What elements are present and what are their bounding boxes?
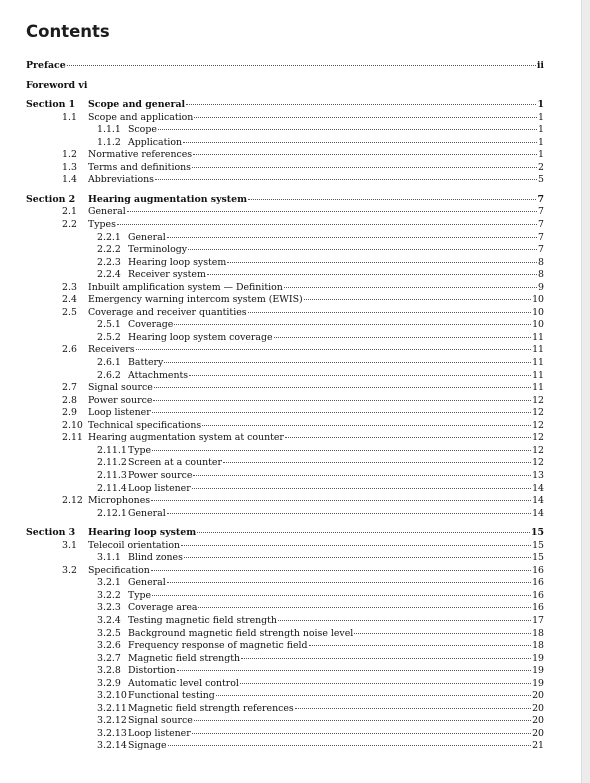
toc-entry-number: Section 3: [26, 527, 76, 539]
dot-leader: [183, 142, 537, 143]
toc-entry-page-number: 8: [538, 256, 544, 268]
toc-entry-title: Type: [128, 444, 152, 456]
toc-entry-page-number: 10: [532, 294, 544, 306]
dot-leader: [167, 513, 531, 514]
dot-leader: [198, 607, 531, 608]
dot-leader: [177, 670, 531, 671]
dot-leader: [278, 620, 531, 621]
toc-entry-number: 3.2.13: [97, 727, 127, 739]
toc-entry[interactable]: [26, 407, 544, 420]
toc-entry-page-number: 19: [532, 665, 544, 677]
toc-entry-number: Section 2: [26, 193, 76, 205]
toc-entry-page-number: 16: [532, 602, 544, 614]
toc-entry-page-number: 2: [538, 161, 544, 173]
toc-entry-page-number: 16: [532, 589, 544, 601]
dot-leader: [127, 211, 537, 212]
toc-entry-title: General: [128, 507, 166, 519]
toc-entry-number: 1.1.1: [97, 124, 121, 136]
toc-entry-title: Scope and general: [88, 99, 186, 111]
toc-entry-page-number: 1: [538, 136, 544, 148]
toc-entry-page-number: 12: [532, 444, 544, 456]
toc-entry-page-number: 12: [532, 394, 544, 406]
dot-leader: [136, 349, 532, 350]
toc-entry[interactable]: [26, 344, 544, 357]
toc-entry-page-number: 21: [532, 740, 544, 752]
toc-entry-number: 2.9: [62, 407, 77, 419]
dot-leader: [194, 720, 531, 721]
toc-entry-number: 3.2.9: [97, 677, 121, 689]
toc-entry-number: 3.2.8: [97, 665, 121, 677]
toc-entry-title: Power source: [128, 469, 193, 481]
toc-entry-number: 2.6.1: [97, 357, 121, 369]
dot-leader: [202, 425, 531, 426]
toc-entry-title: Telecoil orientation: [88, 539, 181, 551]
toc-entry-page-number: 20: [532, 690, 544, 702]
toc-entry-page-number: 1: [538, 149, 544, 161]
dot-leader: [241, 658, 531, 659]
toc-entry-page-number: 18: [532, 640, 544, 652]
toc-entry-title: Functional testing: [128, 690, 215, 702]
toc-entry-number: 2.2.3: [97, 256, 121, 268]
dot-leader: [223, 462, 531, 463]
toc-entry-page-number: 8: [538, 269, 544, 281]
toc-entry-page-number: 17: [532, 614, 544, 626]
toc-entry-number: 2.11.3: [97, 469, 127, 481]
toc-entry[interactable]: [26, 565, 544, 578]
toc-entry[interactable]: [26, 577, 544, 590]
toc-entry-number: 2.5: [62, 306, 77, 318]
toc-entry-title: Coverage and receiver quantities: [88, 306, 247, 318]
dot-leader: [167, 237, 537, 238]
scrollbar[interactable]: [581, 0, 590, 783]
toc-entry-title: Signal source: [88, 382, 153, 394]
dot-leader: [152, 412, 531, 413]
toc-entry-page-number: 10: [532, 306, 544, 318]
toc-entry-title: Hearing loop system coverage: [128, 331, 273, 343]
dot-leader: [248, 199, 536, 200]
toc-entry[interactable]: [26, 483, 544, 496]
dot-leader: [197, 532, 530, 533]
dot-leader: [274, 337, 532, 338]
toc-entry-number: Section 1: [26, 99, 76, 111]
toc-entry-page-number: 16: [532, 577, 544, 589]
toc-entry-page-number: ii: [536, 60, 544, 71]
toc-entry-title: Loop listener: [128, 482, 191, 494]
toc-entry-title: Receivers: [88, 344, 135, 356]
toc-entry[interactable]: [26, 112, 544, 125]
toc-entry-number: 3.2.2: [97, 589, 121, 601]
toc-entry-page-number: 9: [538, 281, 544, 293]
toc-entry-page-number: 20: [532, 727, 544, 739]
dot-leader: [158, 129, 537, 130]
toc-entry-title: Receiver system: [128, 269, 206, 281]
toc-entry-title: Screen at a counter: [128, 457, 222, 469]
toc-entry[interactable]: [26, 282, 544, 295]
toc-entry[interactable]: [26, 740, 544, 753]
dot-leader: [168, 745, 531, 746]
dot-leader: [248, 312, 532, 313]
toc-entry-title: Scope: [128, 124, 157, 136]
toc-entry-number: 3.2.1: [97, 577, 121, 589]
toc-entry[interactable]: [26, 174, 544, 187]
dot-leader: [193, 475, 531, 476]
toc-entry-page-number: 7: [538, 206, 544, 218]
toc-entry-title: Terminology: [128, 244, 188, 256]
toc-entry-page-number: 7: [537, 193, 544, 205]
toc-entry[interactable]: [26, 319, 544, 332]
toc-entry-title: Normative references: [88, 149, 193, 161]
toc-entry-number: 2.11: [62, 432, 83, 444]
toc-entry[interactable]: [26, 244, 544, 257]
dot-leader: [304, 299, 531, 300]
toc-entry-number: 3.2: [62, 564, 77, 576]
toc-entry-number: 1.4: [62, 174, 77, 186]
toc-entry-page-number: 15: [532, 552, 544, 564]
toc-entry[interactable]: [26, 703, 544, 716]
dot-leader: [295, 708, 531, 709]
dot-leader: [192, 733, 531, 734]
toc-entry-number: 2.11.4: [97, 482, 127, 494]
dot-leader: [186, 104, 536, 105]
toc-entry[interactable]: [26, 370, 544, 383]
toc-entry-page-number: 15: [532, 539, 544, 551]
toc-entry-number: 3.1.1: [97, 552, 121, 564]
toc-entry-number: 2.4: [62, 294, 77, 306]
toc-entry-number: 2.10: [62, 419, 83, 431]
toc-entry-number: 2.5.2: [97, 331, 121, 343]
toc-entry-page-number: 12: [532, 432, 544, 444]
toc-entry-title: Magnetic field strength references: [128, 702, 294, 714]
toc-entry-page-number: 10: [532, 319, 544, 331]
toc-entry[interactable]: [26, 219, 544, 232]
dot-leader: [117, 224, 537, 225]
dot-leader: [354, 633, 531, 634]
toc-entry-number: 2.5.1: [97, 319, 121, 331]
toc-entry-page-number: 7: [538, 244, 544, 256]
toc-entry[interactable]: [26, 269, 544, 282]
toc-entry-page-number: 11: [532, 357, 544, 369]
toc-entry[interactable]: [26, 540, 544, 553]
dot-leader: [240, 683, 531, 684]
toc-entry-title: Types: [88, 219, 116, 231]
toc-entry[interactable]: [26, 508, 544, 521]
toc-entry-page-number: 20: [532, 702, 544, 714]
dot-leader: [151, 570, 531, 571]
toc-entry-number: 2.11.1: [97, 444, 127, 456]
toc-entry-title: Battery: [128, 357, 164, 369]
toc-entry[interactable]: [26, 628, 544, 641]
dot-leader: [67, 65, 536, 66]
toc-entry[interactable]: [26, 527, 544, 540]
toc-entry-number: 1.2: [62, 149, 77, 161]
toc-entry[interactable]: [26, 60, 544, 73]
toc-entry-title: Signage: [128, 740, 167, 752]
dot-leader: [285, 437, 531, 438]
dot-leader: [189, 375, 531, 376]
toc-entry-title: Blind zones: [128, 552, 183, 564]
toc-entry[interactable]: [26, 194, 544, 207]
toc-entry-number: 3.2.11: [97, 702, 127, 714]
toc-entry-title: Attachments: [128, 369, 189, 381]
toc-entry-page-number: 12: [532, 419, 544, 431]
toc-entry-number: 3.2.6: [97, 640, 121, 652]
toc-entry[interactable]: [26, 206, 544, 219]
toc-entry-page-number: 7: [538, 219, 544, 231]
dot-leader: [152, 450, 531, 451]
toc-entry-number: 2.12: [62, 495, 83, 507]
toc-entry[interactable]: [26, 257, 544, 270]
toc-entry[interactable]: [26, 728, 544, 741]
toc-entry[interactable]: [26, 294, 544, 307]
toc-entry-title: Scope and application: [88, 111, 194, 123]
dot-leader: [188, 249, 537, 250]
toc-entry[interactable]: [26, 653, 544, 666]
toc-entry-title: Frequency response of magnetic field: [128, 640, 308, 652]
toc-entry-number: 2.7: [62, 382, 77, 394]
toc-entry[interactable]: [26, 457, 544, 470]
toc-entry-title: Signal source: [128, 715, 193, 727]
toc-entry-title: Abbreviations: [88, 174, 154, 186]
toc-entry-page-number: 19: [532, 677, 544, 689]
toc-entry[interactable]: [26, 80, 544, 93]
toc-entry-title: Hearing augmentation system: [88, 193, 248, 205]
toc-entry-title: Coverage area: [128, 602, 198, 614]
toc-entry-page-number: 12: [532, 457, 544, 469]
toc-entry-title: Distortion: [128, 665, 176, 677]
dot-leader: [207, 274, 537, 275]
toc-entry[interactable]: [26, 395, 544, 408]
toc-entry-number: 2.6.2: [97, 369, 121, 381]
toc-entry-title: Automatic level control: [128, 677, 239, 689]
toc-entry[interactable]: [26, 382, 544, 395]
toc-entry-page-number: 11: [532, 331, 544, 343]
toc-entry[interactable]: [26, 137, 544, 150]
dot-leader: [155, 179, 537, 180]
toc-entry-number: 2.3: [62, 281, 77, 293]
toc-entry[interactable]: [26, 495, 544, 508]
toc-entry[interactable]: [26, 357, 544, 370]
toc-entry-number: 2.2.1: [97, 231, 121, 243]
toc-entry[interactable]: [26, 432, 544, 445]
toc-entry-title: General: [128, 577, 166, 589]
dot-leader: [174, 324, 531, 325]
dot-leader: [181, 545, 531, 546]
toc-entry[interactable]: [26, 420, 544, 433]
toc-entry-number: 2.6: [62, 344, 77, 356]
toc-entry-title: Terms and definitions: [88, 161, 191, 173]
toc-entry[interactable]: [26, 332, 544, 345]
toc-entry-title: Application: [128, 136, 183, 148]
toc-entry-page-number: 11: [532, 382, 544, 394]
toc-entry-page-number: 11: [532, 344, 544, 356]
dot-leader: [192, 167, 537, 168]
toc-entry-title: Specification: [88, 564, 150, 576]
toc-entry[interactable]: [26, 678, 544, 691]
table-of-contents: [26, 60, 544, 753]
toc-entry-number: 2.2: [62, 219, 77, 231]
toc-entry-number: 2.2.2: [97, 244, 121, 256]
toc-entry-number: 3.2.5: [97, 627, 121, 639]
toc-entry-title: Loop listener: [88, 407, 151, 419]
toc-entry-page-number: 18: [532, 627, 544, 639]
page-title: Contents: [26, 22, 110, 41]
toc-entry-page-number: 11: [532, 369, 544, 381]
toc-entry[interactable]: [26, 162, 544, 175]
toc-entry-title: Magnetic field strength: [128, 652, 241, 664]
toc-entry-number: 2.2.4: [97, 269, 121, 281]
dot-leader: [152, 595, 531, 596]
toc-entry-title: Hearing augmentation system at counter: [88, 432, 284, 444]
toc-entry-number: 2.12.1: [97, 507, 127, 519]
toc-entry[interactable]: [26, 99, 544, 112]
toc-entry[interactable]: [26, 149, 544, 162]
toc-entry[interactable]: [26, 445, 544, 458]
toc-entry-title: General: [128, 231, 166, 243]
dot-leader: [192, 488, 531, 489]
toc-entry[interactable]: [26, 640, 544, 653]
toc-entry[interactable]: [26, 470, 544, 483]
dot-leader: [164, 362, 531, 363]
toc-entry-title: Power source: [88, 394, 153, 406]
toc-entry[interactable]: [26, 552, 544, 565]
dot-leader: [216, 695, 531, 696]
dot-leader: [193, 154, 537, 155]
dot-leader: [227, 262, 537, 263]
toc-entry[interactable]: [26, 665, 544, 678]
toc-entry-page-number: 19: [532, 652, 544, 664]
toc-entry-page-number: 13: [532, 469, 544, 481]
dot-leader: [194, 117, 537, 118]
toc-entry-page-number: 5: [538, 174, 544, 186]
toc-entry[interactable]: [26, 715, 544, 728]
toc-entry-title: Coverage: [128, 319, 174, 331]
toc-entry-title: Testing magnetic field strength: [128, 614, 277, 626]
toc-entry-title: Emergency warning intercom system (EWIS): [88, 294, 303, 306]
toc-entry-page-number: 15: [530, 527, 544, 539]
toc-entry-title: Hearing loop system: [128, 256, 227, 268]
toc-entry-title: Preface: [26, 60, 66, 71]
dot-leader: [309, 645, 532, 646]
toc-entry-number: 2.8: [62, 394, 77, 406]
toc-entry-number: 3.2.10: [97, 690, 127, 702]
toc-entry-page-number: 1: [538, 124, 544, 136]
dot-leader: [167, 582, 531, 583]
toc-entry[interactable]: [26, 590, 544, 603]
dot-leader: [151, 500, 531, 501]
toc-entry-page-number: 7: [538, 231, 544, 243]
toc-entry-title: Type: [128, 589, 152, 601]
toc-entry-page-number: 14: [532, 482, 544, 494]
toc-entry-number: 3.2.14: [97, 740, 127, 752]
toc-entry[interactable]: [26, 307, 544, 320]
toc-entry-title: Foreword vi: [26, 79, 88, 91]
toc-entry-page-number: 14: [532, 507, 544, 519]
toc-entry-number: 2.11.2: [97, 457, 127, 469]
toc-entry-page-number: 20: [532, 715, 544, 727]
toc-entry-number: 1.1.2: [97, 136, 121, 148]
toc-entry[interactable]: [26, 615, 544, 628]
toc-entry-title: Inbuilt amplification system — Definition: [88, 281, 283, 293]
toc-entry-title: Technical specifications: [88, 419, 202, 431]
toc-entry[interactable]: [26, 602, 544, 615]
toc-entry-number: 1.1: [62, 111, 77, 123]
dot-leader: [284, 287, 537, 288]
toc-entry-number: 3.2.3: [97, 602, 121, 614]
toc-entry-title: General: [88, 206, 126, 218]
toc-entry-page-number: 16: [532, 564, 544, 576]
toc-entry-number: 3.1: [62, 539, 77, 551]
toc-entry[interactable]: [26, 690, 544, 703]
toc-entry-title: Background magnetic field strength noise level: [128, 627, 354, 639]
toc-entry-page-number: 1: [537, 99, 544, 111]
toc-entry-number: 3.2.4: [97, 614, 121, 626]
toc-entry-page-number: 14: [532, 495, 544, 507]
toc-entry-number: 3.2.7: [97, 652, 121, 664]
toc-entry-number: 3.2.12: [97, 715, 127, 727]
toc-entry-number: 2.1: [62, 206, 77, 218]
dot-leader: [153, 400, 531, 401]
toc-entry-title: Microphones: [88, 495, 151, 507]
dot-leader: [184, 557, 531, 558]
dot-leader: [154, 387, 531, 388]
toc-entry-number: 1.3: [62, 161, 77, 173]
toc-entry-page-number: 12: [532, 407, 544, 419]
toc-entry-title: Hearing loop system: [88, 527, 197, 539]
toc-entry-page-number: 1: [538, 111, 544, 123]
toc-entry-title: Loop listener: [128, 727, 191, 739]
toc-entry[interactable]: [26, 124, 544, 137]
toc-entry[interactable]: [26, 232, 544, 245]
